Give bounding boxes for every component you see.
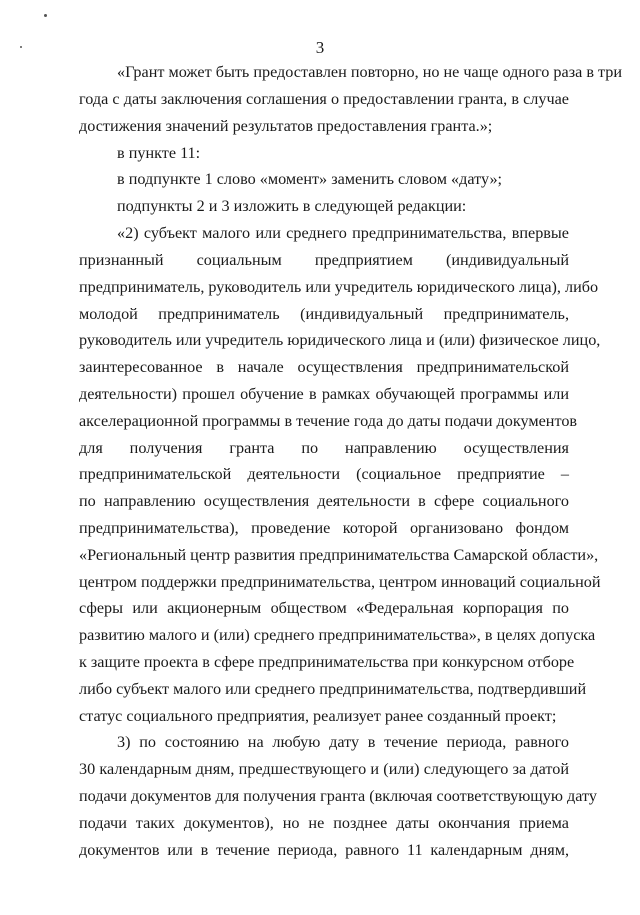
scan-speck	[44, 14, 47, 17]
text-line: акселерационной программы в течение года до даты подачи документов	[79, 412, 578, 430]
text-line: предпринимательской деятельности (социальное предприятие –	[79, 465, 569, 483]
text-line: в пункте 11:	[117, 144, 201, 162]
text-line: «2) субъект малого или среднего предпринимательства, впервые	[117, 224, 569, 242]
text-line: либо субъект малого или среднего предпринимательства, подтвердивший	[79, 680, 587, 698]
text-line: 3) по состоянию на любую дату в течение периода, равного	[117, 733, 569, 751]
text-line: «Грант может быть предоставлен повторно, но не чаще одного раза в три	[117, 63, 623, 81]
text-line: достижения значений результатов предоставления гранта.»;	[79, 117, 493, 135]
text-line: 30 календарным дням, предшествующего и (или) следующего за датой	[79, 760, 569, 778]
text-line: статус социального предприятия, реализует ранее созданный проект;	[79, 707, 557, 725]
text-line: молодой предприниматель (индивидуальный предприниматель,	[79, 305, 569, 323]
text-line: «Региональный центр развития предпринимательства Самарской области»,	[79, 546, 599, 564]
text-line: года с даты заключения соглашения о предоставлении гранта, в случае	[79, 90, 569, 108]
text-line: подачи таких документов), но не позднее даты окончания приема	[79, 814, 569, 832]
text-line: по направлению осуществления деятельности в сфере социального	[79, 492, 569, 510]
page-number: 3	[315, 38, 325, 57]
text-line: в подпункте 1 слово «момент» заменить словом «дату»;	[117, 170, 503, 188]
text-line: для получения гранта по направлению осуществления	[79, 439, 569, 457]
scan-speck	[20, 46, 22, 48]
text-line: предприниматель, руководитель или учредитель юридического лица), либо	[79, 278, 599, 296]
text-line: развитию малого и (или) среднего предпринимательства», в целях допуска	[79, 626, 596, 644]
text-line: заинтересованное в начале осуществления предпринимательской	[79, 358, 569, 376]
text-line: сферы или акционерным обществом «Федеральная корпорация по	[79, 599, 569, 617]
text-line: деятельности) прошел обучение в рамках обучающей программы или	[79, 385, 569, 403]
text-line: руководитель или учредитель юридического лица и (или) физическое лицо,	[79, 331, 601, 349]
text-line: признанный социальным предприятием (индивидуальный	[79, 251, 569, 269]
text-line: подачи документов для получения гранта (включая соответствующую дату	[79, 787, 597, 805]
text-line: документов или в течение периода, равного 11 календарным дням,	[79, 841, 569, 859]
text-line: подпункты 2 и 3 изложить в следующей редакции:	[117, 197, 467, 215]
text-line: предпринимательства), проведение которой организовано фондом	[79, 519, 569, 537]
text-line: к защите проекта в сфере предпринимательства при конкурсном отборе	[79, 653, 575, 671]
text-line: центром поддержки предпринимательства, центром инноваций социальной	[79, 573, 601, 591]
